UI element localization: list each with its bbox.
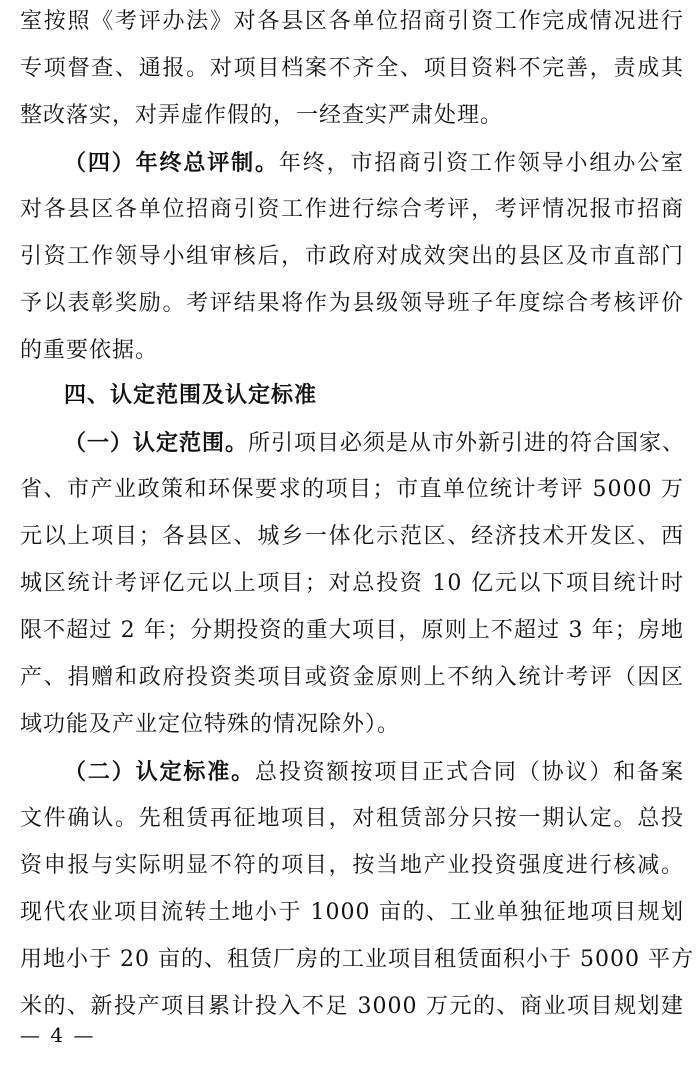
text-line: 省、市产业政策和环保要求的项目；市直单位统计考评 5000 万 <box>20 477 684 502</box>
text-line: 总投资额按项目正式合同（协议）和备案 <box>255 760 684 785</box>
paragraph-scope <box>20 423 684 463</box>
paragraph-standard <box>20 752 684 792</box>
page-number: — 4 — <box>20 1023 96 1047</box>
text-line: 城区统计考评亿元以上项目；对总投资 10 亿元以下项目统计时 <box>20 571 684 596</box>
text-line: 现代农业项目流转土地小于 1000 亩的、工业单独征地项目规划 <box>20 900 684 925</box>
text-line: 所引项目必须是从市外新引进的符合国家、 <box>248 431 686 456</box>
text-line: 对各县区各单位招商引资工作进行综合考评，考评情况报市招商 <box>20 197 684 222</box>
text-line: 米的、新投产项目累计投入不足 3000 万元的、商业项目规划建 <box>20 994 684 1019</box>
text-line: 用地小于 20 亩的、租赁厂房的工业项目租赁面积小于 5000 平方 <box>20 947 694 972</box>
text-line: 域功能及产业定位特殊的情况除外）。 <box>20 712 401 737</box>
text-line: 元以上项目；各县区、城乡一体化示范区、经济技术开发区、西 <box>20 524 684 549</box>
paragraph-year-end-review <box>20 143 684 183</box>
subsection-heading: （二）认定标准。 <box>64 759 256 785</box>
text-line: 文件确认。先租赁再征地项目，对租赁部分只按一期认定。总投 <box>20 806 684 831</box>
subsection-heading: （四）年终总评制。 <box>64 150 279 176</box>
section-heading: 四、认定范围及认定标准 <box>64 383 318 408</box>
text-line: 整改落实，对弄虚作假的，一经查实严肃处理。 <box>20 103 504 128</box>
subsection-heading: （一）认定范围。 <box>64 430 249 456</box>
text-line: 的重要依据。 <box>20 338 159 363</box>
text-line: 限不超过 2 年；分期投资的重大项目，原则上不超过 3 年；房地 <box>20 618 684 643</box>
text-line: 引资工作领导小组审核后，市政府对成效突出的县区及市直部门 <box>20 244 684 269</box>
text-line: 产、捐赠和政府投资类项目或资金原则上不纳入统计考评（因区 <box>20 665 684 690</box>
text-line: 室按照《考评办法》对各县区各单位招商引资工作完成情况进行 <box>20 9 684 34</box>
text-line: 予以表彰奖励。考评结果将作为县级领导班子年度综合考核评价 <box>20 291 684 316</box>
text-line: 年终，市招商引资工作领导小组办公室 <box>278 151 684 176</box>
text-line: 专项督查、通报。对项目档案不齐全、项目资料不完善，责成其 <box>20 56 684 81</box>
text-line: 资申报与实际明显不符的项目，按当地产业投资强度进行核减。 <box>20 853 684 878</box>
